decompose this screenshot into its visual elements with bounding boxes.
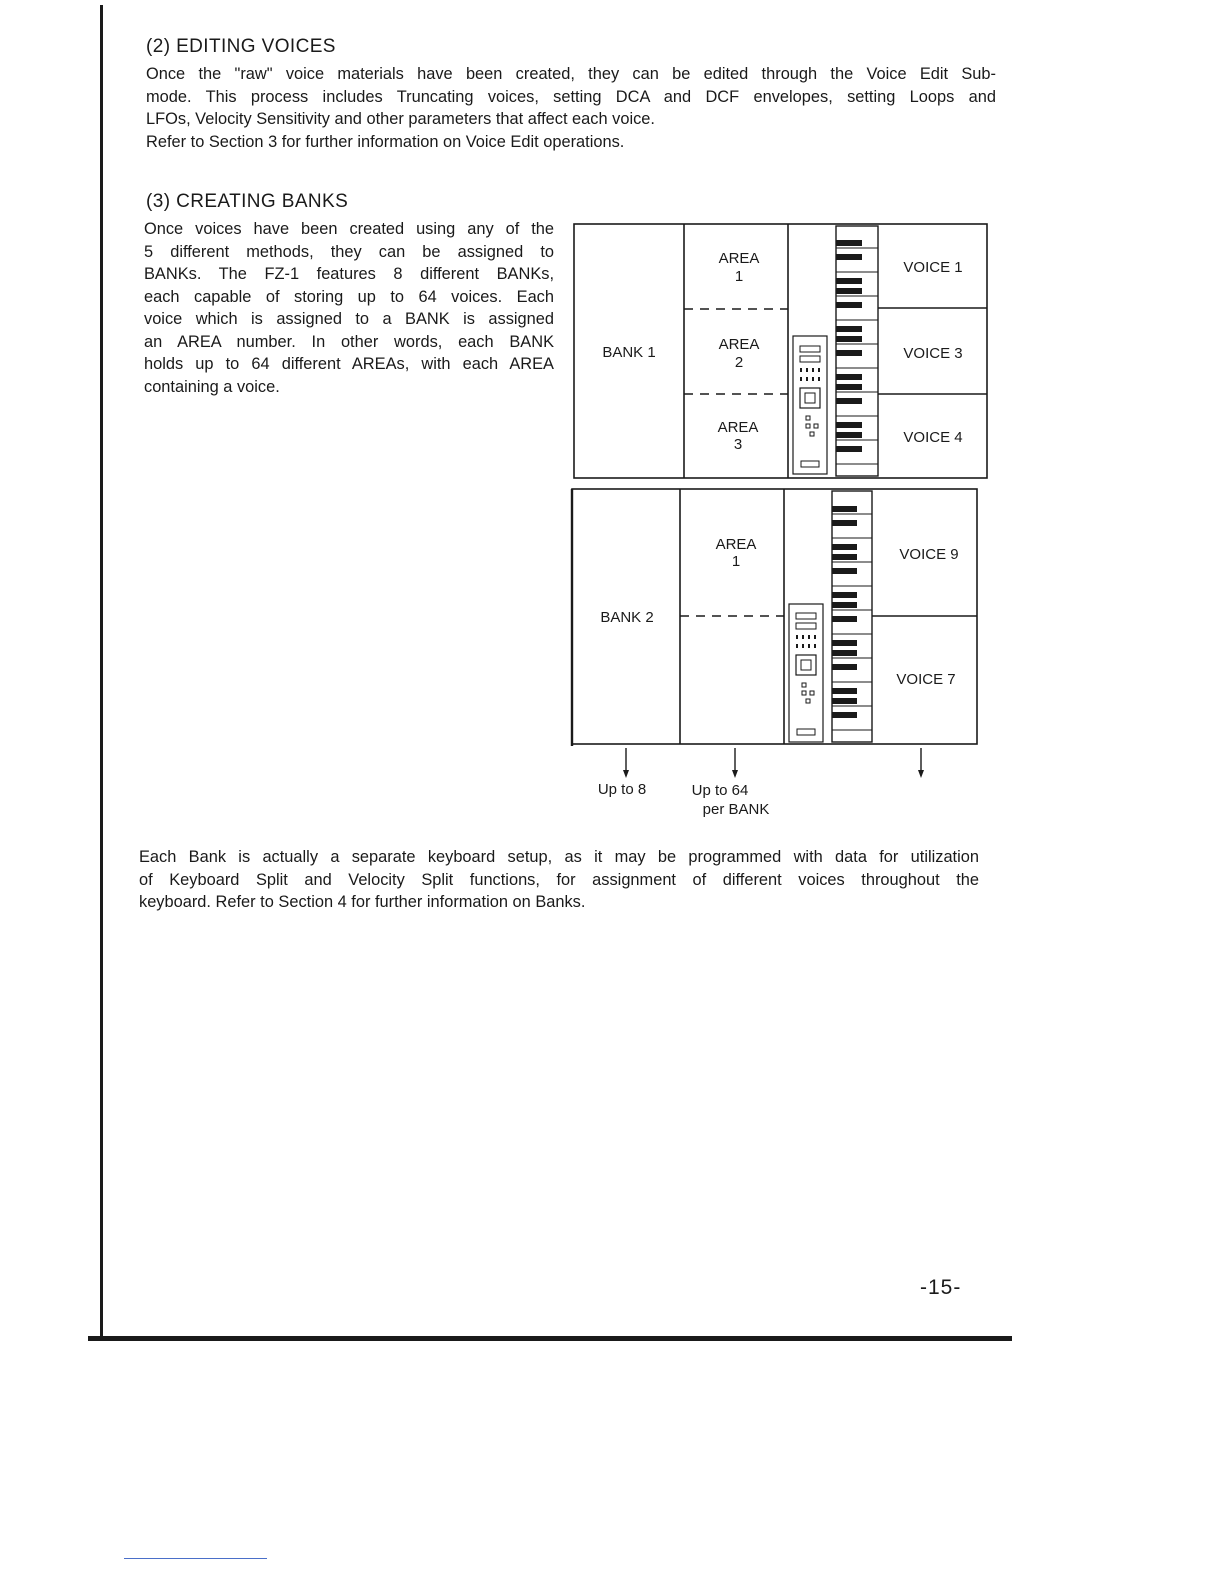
banks-line-4: each capable of storing up to 64 voices. Each [144,287,554,306]
bank2-keyboard [789,491,872,742]
page-number: -15- [920,1276,962,1299]
bank1-area2-word: AREA [718,336,760,353]
creating-banks-heading: (3) CREATING BANKS [146,191,349,212]
bank2-voice-1: VOICE 9 [899,546,959,563]
banks-line-1: Once voices have been created using any of the [144,220,554,238]
bank1-keyboard [793,226,878,476]
editing-line-2: mode. This process includes Truncating voices, setting DCA and DCF envelopes, setting Loops and [146,87,996,106]
editing-line-4: Refer to Section 3 for further information on Voice Edit operations. [146,132,625,151]
binding-line [100,5,103,1340]
count-arrows [623,748,924,778]
footer-line-3: keyboard. Refer to Section 4 for further information on Banks. [139,893,586,911]
editing-line-1: Once the "raw" voice materials have been created, they can be edited through the Voice Edit Sub- [146,65,996,83]
bank1-voice-2: VOICE 3 [903,345,963,362]
editing-voices-heading: (2) EDITING VOICES [146,36,336,57]
bank-area-voice-diagram [560,218,990,833]
bottom-rule [88,1336,1012,1341]
editing-line-3: LFOs, Velocity Sensitivity and other parameters that affect each voice. [146,110,655,128]
footer-line-2: of Keyboard Split and Velocity Split functions, for assignment of different voices throughout the [139,870,979,889]
bank1-area2-number: 2 [734,354,744,371]
banks-line-6: an AREA number. In other words, each BANK [144,332,554,351]
bank-setup-paragraph [139,846,979,914]
bank-count-caption: Up to 8 [597,781,647,798]
banks-line-2: 5 different methods, they can be assigned to [144,242,554,261]
footer-line-1: Each Bank is actually a separate keyboard setup, as it may be programmed with data for utilization [139,848,979,866]
bank1-label: BANK 1 [602,344,656,361]
banks-line-8: containing a voice. [144,377,280,396]
bank2-area1-word: AREA [715,536,757,553]
editing-voices-paragraph [146,63,996,153]
bank1-area1-word: AREA [718,250,760,267]
bank1-voice-3: VOICE 4 [903,429,963,446]
banks-line-3: BANKs. The FZ-1 features 8 different BANKs, [144,265,554,283]
scan-artifact-line [124,1558,267,1559]
bank2-label: BANK 2 [600,609,654,626]
area-count-caption-line1: Up to 64 [691,782,749,799]
creating-banks-paragraph [144,218,554,398]
bank1-area1-number: 1 [734,268,744,285]
bank1-voice-1: VOICE 1 [903,259,963,276]
banks-line-7: holds up to 64 different AREAs, with each AREA [144,355,554,373]
area-count-caption-line2: per BANK [702,801,770,818]
banks-line-5: voice which is assigned to a BANK is assigned [144,310,554,328]
bank2-voice-2: VOICE 7 [896,671,956,688]
bank1-area3-word: AREA [717,419,759,436]
bank2-area1-number: 1 [731,553,741,570]
bank1-area3-number: 3 [733,436,743,453]
